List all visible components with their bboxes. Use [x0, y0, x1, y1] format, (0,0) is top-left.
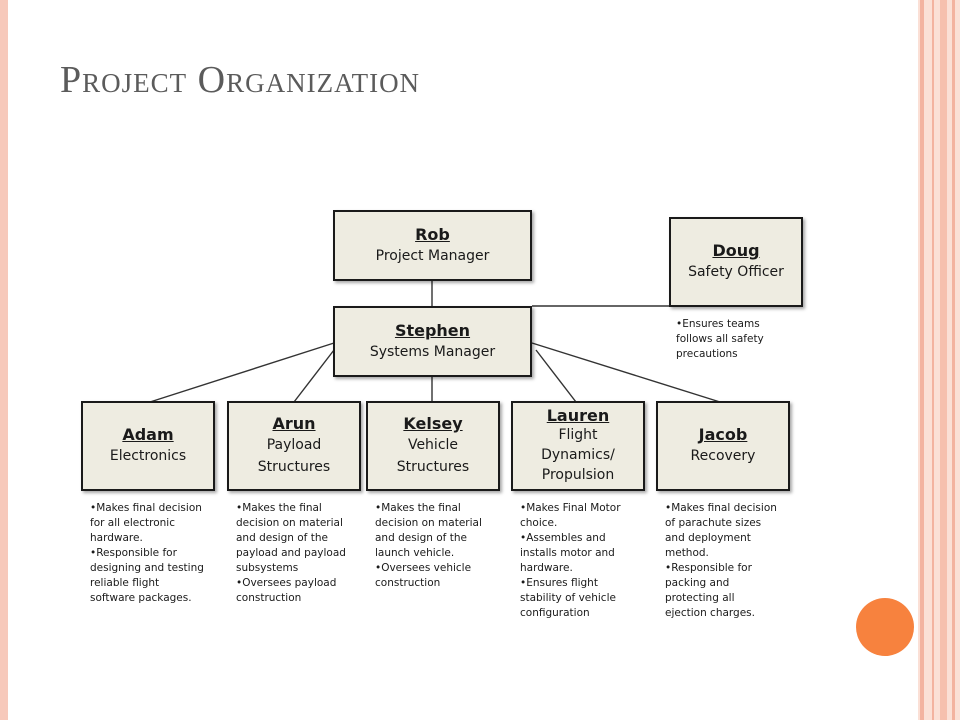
- note-line: •Makes the final: [375, 502, 461, 514]
- person-name: Adam: [122, 425, 174, 444]
- connector-stephen-arun: [294, 350, 334, 402]
- org-box-rob: [333, 210, 532, 281]
- note-line: •Makes final decision: [665, 502, 777, 514]
- role-title: Project Manager: [375, 247, 490, 264]
- role-title: Structures: [396, 459, 470, 475]
- note-line: precautions: [676, 348, 738, 360]
- person-name: Jacob: [698, 425, 748, 444]
- note-line: launch vehicle.: [375, 547, 455, 559]
- note-line: construction: [236, 592, 302, 604]
- responsibility-notes-lauren: [520, 501, 621, 621]
- note-line: •Ensures teams: [676, 318, 760, 330]
- role-title: Electronics: [109, 448, 187, 464]
- org-box-lauren: [511, 401, 645, 491]
- note-line: subsystems: [236, 562, 299, 574]
- note-line: decision on material: [375, 517, 482, 529]
- responsibility-notes-arun: [236, 501, 346, 606]
- note-line: •Makes the final: [236, 502, 322, 514]
- note-line: and design of the: [375, 532, 467, 544]
- decorative-orange-circle: [856, 598, 914, 656]
- role-title: Recovery: [690, 448, 756, 464]
- note-line: •Responsible for: [665, 562, 752, 574]
- person-name: Kelsey: [403, 414, 463, 433]
- note-line: stability of vehicle: [520, 592, 616, 604]
- note-line: •Makes Final Motor: [520, 502, 621, 514]
- note-line: and design of the: [236, 532, 328, 544]
- connector-stephen-lauren: [536, 350, 576, 402]
- note-line: method.: [665, 547, 709, 559]
- note-line: •Ensures flight: [520, 577, 598, 589]
- note-line: follows all safety: [676, 333, 764, 345]
- note-line: construction: [375, 577, 441, 589]
- note-line: reliable flight: [90, 577, 160, 589]
- org-box-stephen: [333, 306, 532, 377]
- note-line: and deployment: [665, 532, 751, 544]
- note-line: hardware.: [520, 562, 573, 574]
- org-box-adam: [81, 401, 215, 491]
- responsibility-notes-kelsey: [375, 501, 482, 591]
- responsibility-notes-adam: [90, 501, 204, 606]
- note-line: configuration: [520, 607, 590, 619]
- role-title: Payload: [266, 437, 322, 453]
- org-box-arun: [227, 401, 361, 491]
- role-title: Structures: [257, 459, 331, 475]
- note-line: •Assembles and: [520, 532, 606, 544]
- note-line: of parachute sizes: [665, 517, 762, 529]
- connector-stephen-adam: [150, 343, 334, 402]
- person-name: Arun: [272, 414, 316, 433]
- note-line: choice.: [520, 517, 558, 529]
- role-title: Safety Officer: [688, 264, 784, 280]
- person-name: Lauren: [546, 406, 610, 425]
- person-name: Doug: [712, 241, 760, 260]
- org-box-kelsey: [366, 401, 500, 491]
- note-line: for all electronic: [90, 517, 175, 529]
- note-line: ejection charges.: [665, 607, 755, 619]
- note-line: •Responsible for: [90, 547, 177, 559]
- note-line: protecting all: [665, 592, 735, 604]
- person-name: Stephen: [394, 320, 471, 340]
- org-box-doug: [669, 217, 803, 307]
- role-title: Propulsion: [541, 467, 615, 483]
- role-title: Flight: [558, 427, 598, 443]
- responsibility-notes-jacob: [665, 501, 777, 621]
- note-line: payload and payload: [236, 547, 346, 559]
- note-line: designing and testing: [90, 562, 204, 574]
- role-title: Systems Manager: [369, 343, 496, 360]
- note-line: hardware.: [90, 532, 143, 544]
- note-line: •Oversees payload: [236, 577, 337, 589]
- person-name: Rob: [415, 224, 450, 244]
- note-line: •Makes final decision: [90, 502, 202, 514]
- note-line: installs motor and: [520, 547, 615, 559]
- note-line: •Oversees vehicle: [375, 562, 472, 574]
- role-title: Dynamics/: [541, 447, 615, 463]
- slide-title: Project Organization: [60, 59, 421, 101]
- note-line: packing and: [665, 577, 730, 589]
- role-title: Vehicle: [407, 437, 459, 453]
- note-line: decision on material: [236, 517, 343, 529]
- responsibility-notes-doug: [676, 317, 764, 362]
- note-line: software packages.: [90, 592, 192, 604]
- org-box-jacob: [656, 401, 790, 491]
